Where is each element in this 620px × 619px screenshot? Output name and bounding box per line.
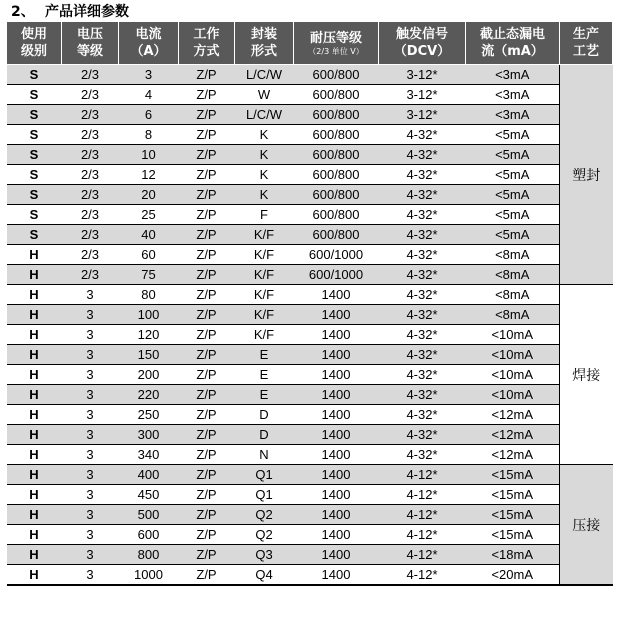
table-row xyxy=(7,345,613,365)
cell-package: N xyxy=(235,445,294,465)
header-package: 封装 形式 xyxy=(235,22,294,65)
section-number: 2、 xyxy=(11,4,35,20)
cell-leakage: <5mA xyxy=(466,205,560,225)
cell-grade: S xyxy=(7,225,62,245)
cell-current: 12 xyxy=(119,165,179,185)
cell-trigger: 4-32* xyxy=(379,225,466,245)
cell-package: K xyxy=(235,165,294,185)
cell-grade: H xyxy=(7,345,62,365)
header-usage-grade: 使用 级别 xyxy=(7,22,62,65)
cell-current: 300 xyxy=(119,425,179,445)
cell-voltage: 3 xyxy=(62,565,119,586)
cell-mode: Z/P xyxy=(179,345,235,365)
cell-package: E xyxy=(235,345,294,365)
cell-grade: H xyxy=(7,525,62,545)
cell-current: 500 xyxy=(119,505,179,525)
cell-leakage: <5mA xyxy=(466,165,560,185)
cell-current: 10 xyxy=(119,145,179,165)
cell-withstand: 1400 xyxy=(294,465,379,485)
cell-mode: Z/P xyxy=(179,485,235,505)
cell-voltage: 2/3 xyxy=(62,145,119,165)
cell-grade: S xyxy=(7,165,62,185)
cell-mode: Z/P xyxy=(179,445,235,465)
cell-trigger: 4-32* xyxy=(379,245,466,265)
cell-current: 3 xyxy=(119,65,179,85)
table-row xyxy=(7,445,613,465)
header-production-process: 生产 工艺 xyxy=(560,22,613,65)
cell-package: Q4 xyxy=(235,565,294,586)
table-row xyxy=(7,245,613,265)
cell-voltage: 2/3 xyxy=(62,105,119,125)
cell-current: 450 xyxy=(119,485,179,505)
cell-trigger: 4-32* xyxy=(379,445,466,465)
process-cell: 塑封 xyxy=(560,65,613,285)
table-row xyxy=(7,505,613,525)
cell-trigger: 4-32* xyxy=(379,345,466,365)
cell-voltage: 2/3 xyxy=(62,205,119,225)
cell-leakage: <12mA xyxy=(466,405,560,425)
cell-mode: Z/P xyxy=(179,465,235,485)
cell-mode: Z/P xyxy=(179,285,235,305)
cell-withstand: 600/800 xyxy=(294,145,379,165)
cell-leakage: <15mA xyxy=(466,505,560,525)
cell-mode: Z/P xyxy=(179,105,235,125)
process-cell: 压接 xyxy=(560,465,613,586)
cell-voltage: 2/3 xyxy=(62,165,119,185)
cell-grade: S xyxy=(7,85,62,105)
cell-withstand: 600/800 xyxy=(294,65,379,85)
cell-package: Q2 xyxy=(235,505,294,525)
cell-trigger: 4-12* xyxy=(379,565,466,586)
cell-current: 40 xyxy=(119,225,179,245)
cell-trigger: 3-12* xyxy=(379,105,466,125)
cell-voltage: 2/3 xyxy=(62,245,119,265)
cell-trigger: 4-32* xyxy=(379,145,466,165)
cell-current: 340 xyxy=(119,445,179,465)
cell-voltage: 3 xyxy=(62,325,119,345)
cell-leakage: <3mA xyxy=(466,105,560,125)
cell-grade: H xyxy=(7,485,62,505)
cell-package: L/C/W xyxy=(235,105,294,125)
table-row xyxy=(7,485,613,505)
cell-leakage: <18mA xyxy=(466,545,560,565)
table-row xyxy=(7,85,613,105)
header-trigger-signal: 触发信号 （DCV） xyxy=(379,22,466,65)
cell-voltage: 2/3 xyxy=(62,225,119,245)
cell-trigger: 4-32* xyxy=(379,265,466,285)
cell-withstand: 1400 xyxy=(294,525,379,545)
table-row xyxy=(7,465,613,485)
cell-leakage: <15mA xyxy=(466,525,560,545)
cell-leakage: <10mA xyxy=(466,385,560,405)
cell-withstand: 600/800 xyxy=(294,105,379,125)
cell-leakage: <5mA xyxy=(466,225,560,245)
cell-grade: S xyxy=(7,105,62,125)
cell-trigger: 4-32* xyxy=(379,365,466,385)
header-leakage-current: 截止态漏电 流（mA） xyxy=(466,22,560,65)
cell-voltage: 3 xyxy=(62,345,119,365)
process-cell: 焊接 xyxy=(560,285,613,465)
table-row xyxy=(7,145,613,165)
table-row xyxy=(7,165,613,185)
cell-current: 400 xyxy=(119,465,179,485)
table-row xyxy=(7,405,613,425)
cell-leakage: <15mA xyxy=(466,465,560,485)
cell-grade: H xyxy=(7,285,62,305)
cell-withstand: 600/1000 xyxy=(294,245,379,265)
table-row xyxy=(7,265,613,285)
cell-grade: H xyxy=(7,385,62,405)
cell-voltage: 2/3 xyxy=(62,185,119,205)
cell-grade: H xyxy=(7,445,62,465)
cell-trigger: 4-32* xyxy=(379,165,466,185)
table-row xyxy=(7,385,613,405)
cell-trigger: 4-32* xyxy=(379,185,466,205)
cell-mode: Z/P xyxy=(179,245,235,265)
header-voltage-level: 电压 等级 xyxy=(62,22,119,65)
cell-current: 250 xyxy=(119,405,179,425)
cell-withstand: 1400 xyxy=(294,345,379,365)
cell-trigger: 4-32* xyxy=(379,425,466,445)
cell-current: 20 xyxy=(119,185,179,205)
cell-voltage: 3 xyxy=(62,485,119,505)
cell-leakage: <10mA xyxy=(466,325,560,345)
cell-leakage: <20mA xyxy=(466,565,560,586)
cell-current: 8 xyxy=(119,125,179,145)
cell-package: D xyxy=(235,405,294,425)
cell-mode: Z/P xyxy=(179,185,235,205)
cell-withstand: 600/800 xyxy=(294,205,379,225)
cell-leakage: <3mA xyxy=(466,65,560,85)
cell-mode: Z/P xyxy=(179,505,235,525)
cell-withstand: 1400 xyxy=(294,305,379,325)
table-body xyxy=(7,65,613,586)
cell-grade: H xyxy=(7,305,62,325)
cell-mode: Z/P xyxy=(179,205,235,225)
cell-mode: Z/P xyxy=(179,305,235,325)
cell-current: 60 xyxy=(119,245,179,265)
cell-voltage: 3 xyxy=(62,405,119,425)
cell-package: K xyxy=(235,145,294,165)
table-row xyxy=(7,205,613,225)
cell-mode: Z/P xyxy=(179,125,235,145)
cell-trigger: 4-12* xyxy=(379,465,466,485)
cell-grade: H xyxy=(7,405,62,425)
cell-trigger: 3-12* xyxy=(379,65,466,85)
cell-current: 200 xyxy=(119,365,179,385)
cell-grade: S xyxy=(7,205,62,225)
table-row xyxy=(7,425,613,445)
cell-current: 75 xyxy=(119,265,179,285)
cell-grade: S xyxy=(7,185,62,205)
cell-voltage: 3 xyxy=(62,525,119,545)
cell-leakage: <15mA xyxy=(466,485,560,505)
cell-voltage: 2/3 xyxy=(62,65,119,85)
cell-leakage: <3mA xyxy=(466,85,560,105)
cell-grade: S xyxy=(7,65,62,85)
table-row xyxy=(7,285,613,305)
header-withstand-voltage: 耐压等级 （2/3 单位 V） xyxy=(294,22,379,65)
cell-grade: H xyxy=(7,365,62,385)
cell-withstand: 1400 xyxy=(294,325,379,345)
cell-current: 600 xyxy=(119,525,179,545)
cell-package: E xyxy=(235,365,294,385)
header-current: 电流 （A） xyxy=(119,22,179,65)
table-row xyxy=(7,105,613,125)
header-row xyxy=(7,22,613,65)
cell-package: K xyxy=(235,185,294,205)
cell-trigger: 4-12* xyxy=(379,505,466,525)
cell-trigger: 4-32* xyxy=(379,325,466,345)
cell-voltage: 2/3 xyxy=(62,85,119,105)
table-row xyxy=(7,525,613,545)
cell-withstand: 1400 xyxy=(294,365,379,385)
section-title: 产品详细参数 xyxy=(45,4,129,20)
cell-voltage: 3 xyxy=(62,305,119,325)
cell-mode: Z/P xyxy=(179,385,235,405)
header-work-mode: 工作 方式 xyxy=(179,22,235,65)
cell-grade: S xyxy=(7,145,62,165)
cell-package: K/F xyxy=(235,245,294,265)
cell-trigger: 4-12* xyxy=(379,545,466,565)
cell-grade: H xyxy=(7,545,62,565)
cell-current: 220 xyxy=(119,385,179,405)
section-heading xyxy=(11,2,129,22)
cell-package: K/F xyxy=(235,325,294,345)
cell-withstand: 600/800 xyxy=(294,185,379,205)
cell-mode: Z/P xyxy=(179,225,235,245)
product-parameters-table xyxy=(6,21,613,586)
cell-grade: H xyxy=(7,425,62,445)
cell-mode: Z/P xyxy=(179,85,235,105)
cell-package: Q1 xyxy=(235,465,294,485)
cell-withstand: 1400 xyxy=(294,485,379,505)
table-row xyxy=(7,185,613,205)
cell-trigger: 4-32* xyxy=(379,305,466,325)
cell-mode: Z/P xyxy=(179,365,235,385)
cell-current: 6 xyxy=(119,105,179,125)
cell-package: F xyxy=(235,205,294,225)
cell-trigger: 4-32* xyxy=(379,285,466,305)
cell-leakage: <10mA xyxy=(466,345,560,365)
cell-withstand: 600/1000 xyxy=(294,265,379,285)
cell-package: Q3 xyxy=(235,545,294,565)
cell-leakage: <12mA xyxy=(466,425,560,445)
cell-package: Q1 xyxy=(235,485,294,505)
cell-trigger: 4-32* xyxy=(379,385,466,405)
cell-leakage: <10mA xyxy=(466,365,560,385)
cell-package: D xyxy=(235,425,294,445)
cell-voltage: 2/3 xyxy=(62,265,119,285)
cell-withstand: 1400 xyxy=(294,285,379,305)
cell-current: 25 xyxy=(119,205,179,225)
cell-voltage: 3 xyxy=(62,445,119,465)
cell-leakage: <8mA xyxy=(466,285,560,305)
cell-mode: Z/P xyxy=(179,165,235,185)
cell-trigger: 4-12* xyxy=(379,485,466,505)
cell-voltage: 3 xyxy=(62,505,119,525)
table-row xyxy=(7,225,613,245)
cell-current: 4 xyxy=(119,85,179,105)
cell-grade: H xyxy=(7,325,62,345)
cell-trigger: 4-32* xyxy=(379,205,466,225)
cell-voltage: 3 xyxy=(62,285,119,305)
cell-package: K/F xyxy=(235,305,294,325)
cell-trigger: 4-12* xyxy=(379,525,466,545)
cell-package: K xyxy=(235,125,294,145)
cell-mode: Z/P xyxy=(179,325,235,345)
cell-mode: Z/P xyxy=(179,425,235,445)
cell-voltage: 3 xyxy=(62,365,119,385)
cell-grade: H xyxy=(7,465,62,485)
cell-grade: H xyxy=(7,565,62,586)
cell-current: 150 xyxy=(119,345,179,365)
cell-package: E xyxy=(235,385,294,405)
table-row xyxy=(7,365,613,385)
cell-current: 1000 xyxy=(119,565,179,586)
cell-withstand: 600/800 xyxy=(294,165,379,185)
cell-package: K/F xyxy=(235,225,294,245)
cell-mode: Z/P xyxy=(179,525,235,545)
cell-leakage: <8mA xyxy=(466,245,560,265)
cell-withstand: 1400 xyxy=(294,425,379,445)
cell-withstand: 1400 xyxy=(294,385,379,405)
cell-withstand: 1400 xyxy=(294,445,379,465)
cell-leakage: <5mA xyxy=(466,185,560,205)
cell-leakage: <5mA xyxy=(466,125,560,145)
cell-current: 800 xyxy=(119,545,179,565)
table-row xyxy=(7,325,613,345)
cell-withstand: 1400 xyxy=(294,545,379,565)
table-row xyxy=(7,65,613,85)
cell-leakage: <8mA xyxy=(466,305,560,325)
cell-trigger: 4-32* xyxy=(379,125,466,145)
cell-package: K/F xyxy=(235,285,294,305)
cell-voltage: 3 xyxy=(62,385,119,405)
cell-mode: Z/P xyxy=(179,145,235,165)
cell-current: 80 xyxy=(119,285,179,305)
cell-grade: H xyxy=(7,505,62,525)
cell-grade: S xyxy=(7,125,62,145)
cell-withstand: 1400 xyxy=(294,505,379,525)
cell-mode: Z/P xyxy=(179,265,235,285)
cell-grade: H xyxy=(7,245,62,265)
cell-mode: Z/P xyxy=(179,565,235,586)
cell-mode: Z/P xyxy=(179,65,235,85)
table-row xyxy=(7,125,613,145)
table-row xyxy=(7,565,613,586)
cell-current: 100 xyxy=(119,305,179,325)
cell-voltage: 2/3 xyxy=(62,125,119,145)
cell-package: K/F xyxy=(235,265,294,285)
cell-trigger: 4-32* xyxy=(379,405,466,425)
table-row xyxy=(7,305,613,325)
cell-voltage: 3 xyxy=(62,545,119,565)
cell-grade: H xyxy=(7,265,62,285)
cell-mode: Z/P xyxy=(179,405,235,425)
cell-mode: Z/P xyxy=(179,545,235,565)
cell-withstand: 1400 xyxy=(294,565,379,586)
cell-package: Q2 xyxy=(235,525,294,545)
cell-leakage: <5mA xyxy=(466,145,560,165)
cell-leakage: <8mA xyxy=(466,265,560,285)
cell-trigger: 3-12* xyxy=(379,85,466,105)
cell-voltage: 3 xyxy=(62,465,119,485)
table-row xyxy=(7,545,613,565)
cell-package: W xyxy=(235,85,294,105)
cell-withstand: 600/800 xyxy=(294,125,379,145)
cell-withstand: 600/800 xyxy=(294,85,379,105)
cell-voltage: 3 xyxy=(62,425,119,445)
cell-leakage: <12mA xyxy=(466,445,560,465)
cell-withstand: 1400 xyxy=(294,405,379,425)
cell-package: L/C/W xyxy=(235,65,294,85)
cell-withstand: 600/800 xyxy=(294,225,379,245)
cell-current: 120 xyxy=(119,325,179,345)
